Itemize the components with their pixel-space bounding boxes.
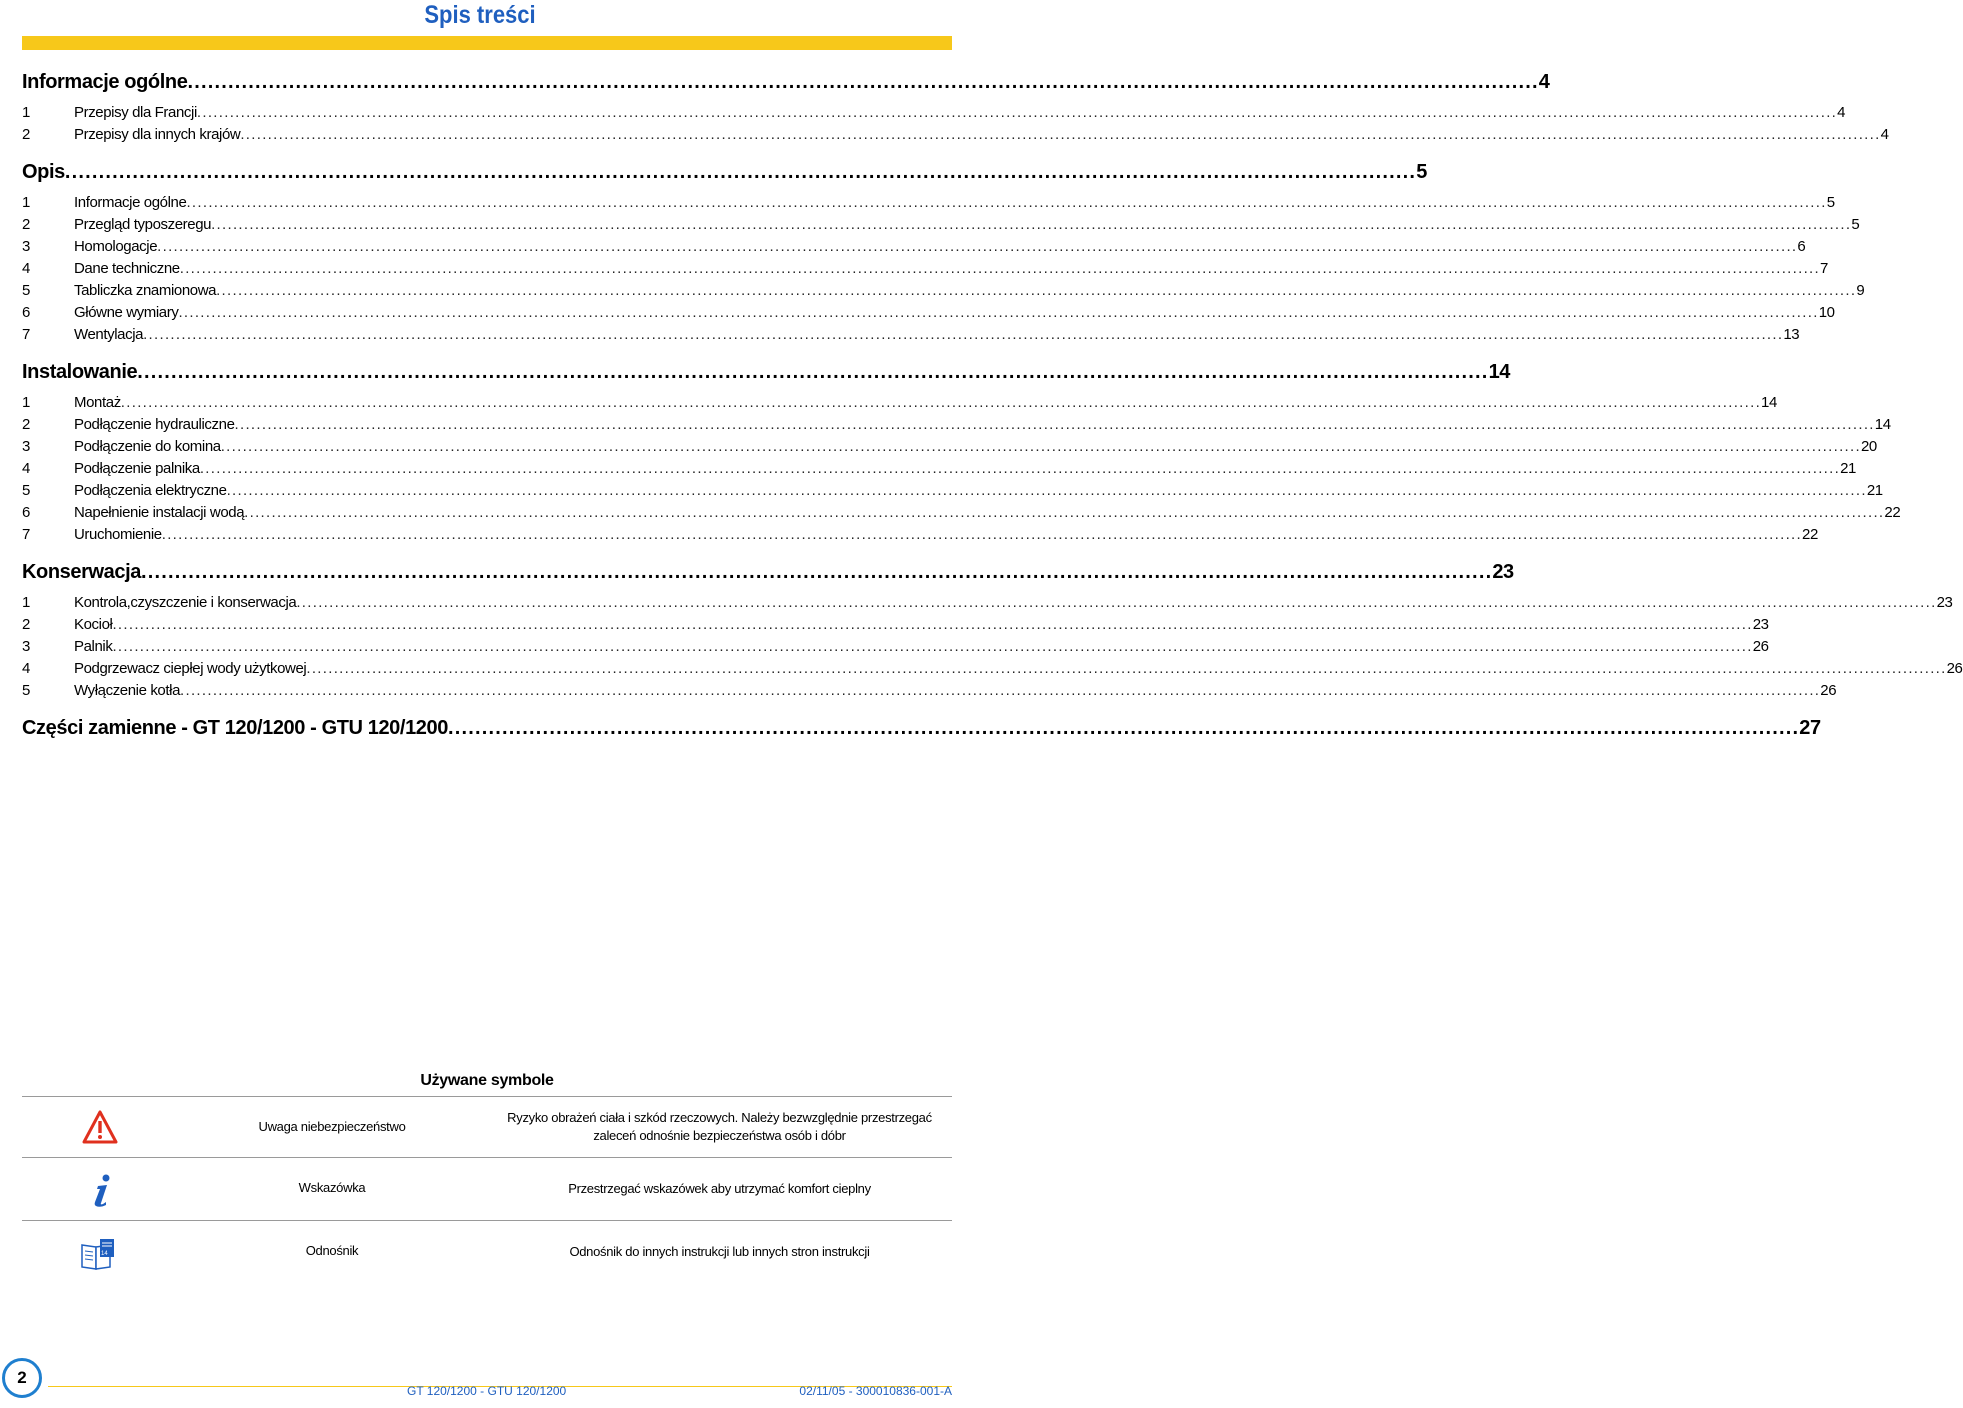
toc-page-number: 6 <box>1797 238 1806 255</box>
dot-leader: ............................................................................................................................................................................................................................................................................................................ <box>180 682 1821 699</box>
dot-leader: ........................................................................................................................................................................................................ <box>64 161 1417 183</box>
symbol-description-line: zaleceń odnośnie bezpieczeństwa osób i dóbr <box>593 1128 846 1143</box>
toc-item[interactable] <box>22 680 1837 702</box>
dot-leader: ........................................................................................................................................................................................................ <box>137 361 1489 383</box>
symbol-name: Odnośnik <box>305 1243 359 1258</box>
page-footer <box>0 1352 960 1408</box>
toc-section[interactable] <box>22 69 1550 95</box>
toc-item-label: Dane techniczne <box>74 260 180 277</box>
toc-item-number: 5 <box>22 282 30 299</box>
toc-section[interactable] <box>22 559 1514 585</box>
toc-item-label: Przepisy dla Francji <box>74 104 197 121</box>
toc-item[interactable] <box>22 414 1891 436</box>
toc-page-number: 10 <box>1818 304 1835 321</box>
dot-leader: ........................................................................................................................................................................................................ <box>187 71 1539 93</box>
toc-item-label: Podłączenie do komina <box>74 438 221 455</box>
toc-item-number: 5 <box>22 482 30 499</box>
toc-item[interactable] <box>22 258 1828 280</box>
symbol-description <box>492 1243 947 1261</box>
dot-leader: ............................................................................................................................................................................................................................................................................................................ <box>196 104 1838 121</box>
toc-item-number: 4 <box>22 460 30 477</box>
symbol-row-warning <box>22 1096 952 1157</box>
toc-item[interactable] <box>22 324 1800 346</box>
dot-leader: ............................................................................................................................................................................................................................................................................................................ <box>143 326 1784 343</box>
toc-page-number: 5 <box>1851 216 1860 233</box>
toc-page-number: 4 <box>1880 126 1889 143</box>
dot-leader: ............................................................................................................................................................................................................................................................................................................ <box>199 460 1841 477</box>
toc-page-number: 5 <box>1826 194 1835 211</box>
toc-item[interactable] <box>22 524 1818 546</box>
dot-leader: ............................................................................................................................................................................................................................................................................................................ <box>120 394 1762 411</box>
toc-item-number: 2 <box>22 616 30 633</box>
symbol-description-line: Ryzyko obrażeń ciała i szkód rzeczowych. Należy bezwzględnie przestrzegać <box>507 1110 932 1125</box>
reference-book-icon <box>80 1237 116 1273</box>
toc-item-number: 1 <box>22 194 30 211</box>
toc-item[interactable] <box>22 102 1846 124</box>
toc-section-title: Części zamienne - GT 120/1200 - GTU 120/1200 <box>22 717 448 739</box>
toc-section-title: Opis <box>22 161 65 183</box>
reference-page-label: 14 <box>101 1251 108 1257</box>
toc-item-number: 1 <box>22 594 30 611</box>
table-of-contents <box>22 64 1963 748</box>
toc-page-number: 14 <box>1874 416 1891 433</box>
toc-page-number: 22 <box>1802 526 1818 543</box>
toc-item-number: 2 <box>22 416 30 433</box>
dot-leader: ............................................................................................................................................................................................................................................................................................................ <box>226 482 1867 499</box>
toc-item-label: Podgrzewacz ciepłej wody użytkowej <box>74 660 307 677</box>
toc-page-number: 26 <box>1820 682 1837 699</box>
toc-page-number: 23 <box>1492 561 1514 583</box>
toc-item-number: 7 <box>22 326 30 343</box>
toc-item-label: Kocioł <box>74 616 113 633</box>
symbols-legend <box>22 1066 952 1283</box>
toc-section-title: Instalowanie <box>22 361 138 383</box>
page-number: 2 <box>2 1358 42 1398</box>
toc-item[interactable] <box>22 192 1835 214</box>
dot-leader: ............................................................................................................................................................................................................................................................................................................ <box>211 216 1852 233</box>
toc-section[interactable] <box>22 715 1821 741</box>
toc-item-number: 5 <box>22 682 30 699</box>
toc-item-label: Informacje ogólne <box>74 194 187 211</box>
toc-item[interactable] <box>22 502 1901 524</box>
toc-item[interactable] <box>22 458 1856 480</box>
toc-item[interactable] <box>22 480 1883 502</box>
toc-item-label: Przepisy dla innych krajów <box>74 126 241 143</box>
dot-leader: ............................................................................................................................................................................................................................................................................................................ <box>112 616 1753 633</box>
symbol-description <box>492 1109 947 1145</box>
toc-item-label: Tabliczka znamionowa <box>74 282 217 299</box>
dot-leader: ............................................................................................................................................................................................................................................................................................................ <box>240 126 1881 143</box>
toc-page-number: 20 <box>1860 438 1877 455</box>
dot-leader: ............................................................................................................................................................................................................................................................................................................ <box>220 438 1861 455</box>
toc-item-number: 6 <box>22 304 30 321</box>
toc-item-label: Główne wymiary <box>74 304 179 321</box>
toc-item[interactable] <box>22 280 1865 302</box>
dot-leader: ............................................................................................................................................................................................................................................................................................................ <box>306 660 1947 677</box>
toc-item-number: 7 <box>22 526 30 543</box>
toc-item-label: Napełnienie instalacji wodą <box>74 504 245 521</box>
info-icon <box>84 1172 120 1208</box>
toc-page-number: 4 <box>1538 71 1550 93</box>
toc-item-number: 3 <box>22 638 30 655</box>
toc-item-number: 1 <box>22 394 30 411</box>
dot-leader: ............................................................................................................................................................................................................................................................................................................ <box>234 416 1875 433</box>
dot-leader: ............................................................................................................................................................................................................................................................................................................ <box>296 594 1937 611</box>
toc-item-number: 4 <box>22 260 30 277</box>
toc-page-number: 9 <box>1856 282 1865 299</box>
dot-leader: ............................................................................................................................................................................................................................................................................................................ <box>178 304 1819 321</box>
dot-leader: ............................................................................................................................................................................................................................................................................................................ <box>186 194 1827 211</box>
toc-item-label: Uruchomienie <box>74 526 162 543</box>
toc-page-number: 21 <box>1840 460 1856 477</box>
toc-item-number: 3 <box>22 238 30 255</box>
symbol-name: Uwaga niebezpieczeństwo <box>258 1119 406 1134</box>
warning-icon <box>82 1109 118 1145</box>
toc-page-number: 14 <box>1488 361 1511 383</box>
toc-item-label: Wyłączenie kotła <box>74 682 181 699</box>
toc-item[interactable] <box>22 658 1963 680</box>
toc-item-label: Palnik <box>74 638 113 655</box>
dot-leader: ............................................................................................................................................................................................................................................................................................................ <box>157 238 1798 255</box>
toc-item-label: Podłączenie palnika <box>74 460 200 477</box>
toc-page-number: 23 <box>1936 594 1953 611</box>
toc-item-label: Wentylacja <box>74 326 144 343</box>
toc-item[interactable] <box>22 392 1777 414</box>
toc-page-number: 22 <box>1884 504 1901 521</box>
dot-leader: ............................................................................................................................................................................................................................................................................................................ <box>179 260 1820 277</box>
toc-page-number: 21 <box>1866 482 1883 499</box>
toc-section-title: Konserwacja <box>22 561 141 583</box>
toc-item-label: Przegląd typoszeregu <box>74 216 212 233</box>
toc-page-number: 13 <box>1783 326 1800 343</box>
toc-item-number: 6 <box>22 504 30 521</box>
toc-item[interactable] <box>22 436 1877 458</box>
symbol-row-reference <box>22 1220 952 1283</box>
toc-page-number: 26 <box>1946 660 1963 677</box>
dot-leader: ............................................................................................................................................................................................................................................................................................................ <box>216 282 1857 299</box>
toc-item[interactable] <box>22 592 1953 614</box>
toc-item[interactable] <box>22 636 1769 658</box>
symbol-description-line: Odnośnik do innych instrukcji lub innych stron instrukcji <box>569 1244 870 1259</box>
toc-item-label: Montaż <box>74 394 121 411</box>
toc-item-label: Kontrola,czyszczenie i konserwacja <box>74 594 297 611</box>
dot-leader: ........................................................................................................................................................................................................ <box>141 561 1493 583</box>
symbol-row-info <box>22 1157 952 1220</box>
toc-page-number: 27 <box>1799 717 1821 739</box>
toc-page-number: 14 <box>1761 394 1777 411</box>
toc-section[interactable] <box>22 359 1511 385</box>
symbol-description-line: Przestrzegać wskazówek aby utrzymać komfort cieplny <box>568 1181 871 1196</box>
toc-item-number: 2 <box>22 126 30 143</box>
footer-document-code: 02/11/05 - 300010836-001-A <box>799 1384 952 1398</box>
dot-leader: ............................................................................................................................................................................................................................................................................................................ <box>161 526 1802 543</box>
toc-item-number: 1 <box>22 104 30 121</box>
toc-item-label: Homologacje <box>74 238 158 255</box>
toc-page-number: 26 <box>1752 638 1769 655</box>
toc-item-number: 3 <box>22 438 30 455</box>
toc-section-title: Informacje ogólne <box>22 71 188 93</box>
toc-section[interactable] <box>22 159 1427 185</box>
toc-page-number: 5 <box>1416 161 1427 183</box>
toc-item-number: 4 <box>22 660 30 677</box>
page-title: Spis treści <box>424 1 536 29</box>
toc-page-number: 7 <box>1820 260 1828 277</box>
toc-item-label: Podłączenia elektryczne <box>74 482 227 499</box>
title-underline-bar <box>22 36 952 50</box>
footer-model: GT 120/1200 - GTU 120/1200 <box>407 1384 567 1398</box>
symbols-title: Używane symbole <box>420 1072 554 1089</box>
dot-leader: ............................................................................................................................................................................................................................................................................................................ <box>244 504 1885 521</box>
toc-item[interactable] <box>22 302 1835 324</box>
toc-item[interactable] <box>22 236 1806 258</box>
symbol-name: Wskazówka <box>298 1180 366 1195</box>
toc-item-number: 2 <box>22 216 30 233</box>
toc-page-number: 4 <box>1837 104 1846 121</box>
toc-page-number: 23 <box>1752 616 1769 633</box>
dot-leader: ........................................................................................................................................................................................................ <box>447 717 1800 739</box>
toc-item[interactable] <box>22 124 1889 146</box>
toc-item[interactable] <box>22 214 1860 236</box>
toc-item[interactable] <box>22 614 1769 636</box>
symbol-description <box>492 1180 947 1198</box>
toc-item-label: Podłączenie hydrauliczne <box>74 416 235 433</box>
dot-leader: ............................................................................................................................................................................................................................................................................................................ <box>112 638 1753 655</box>
